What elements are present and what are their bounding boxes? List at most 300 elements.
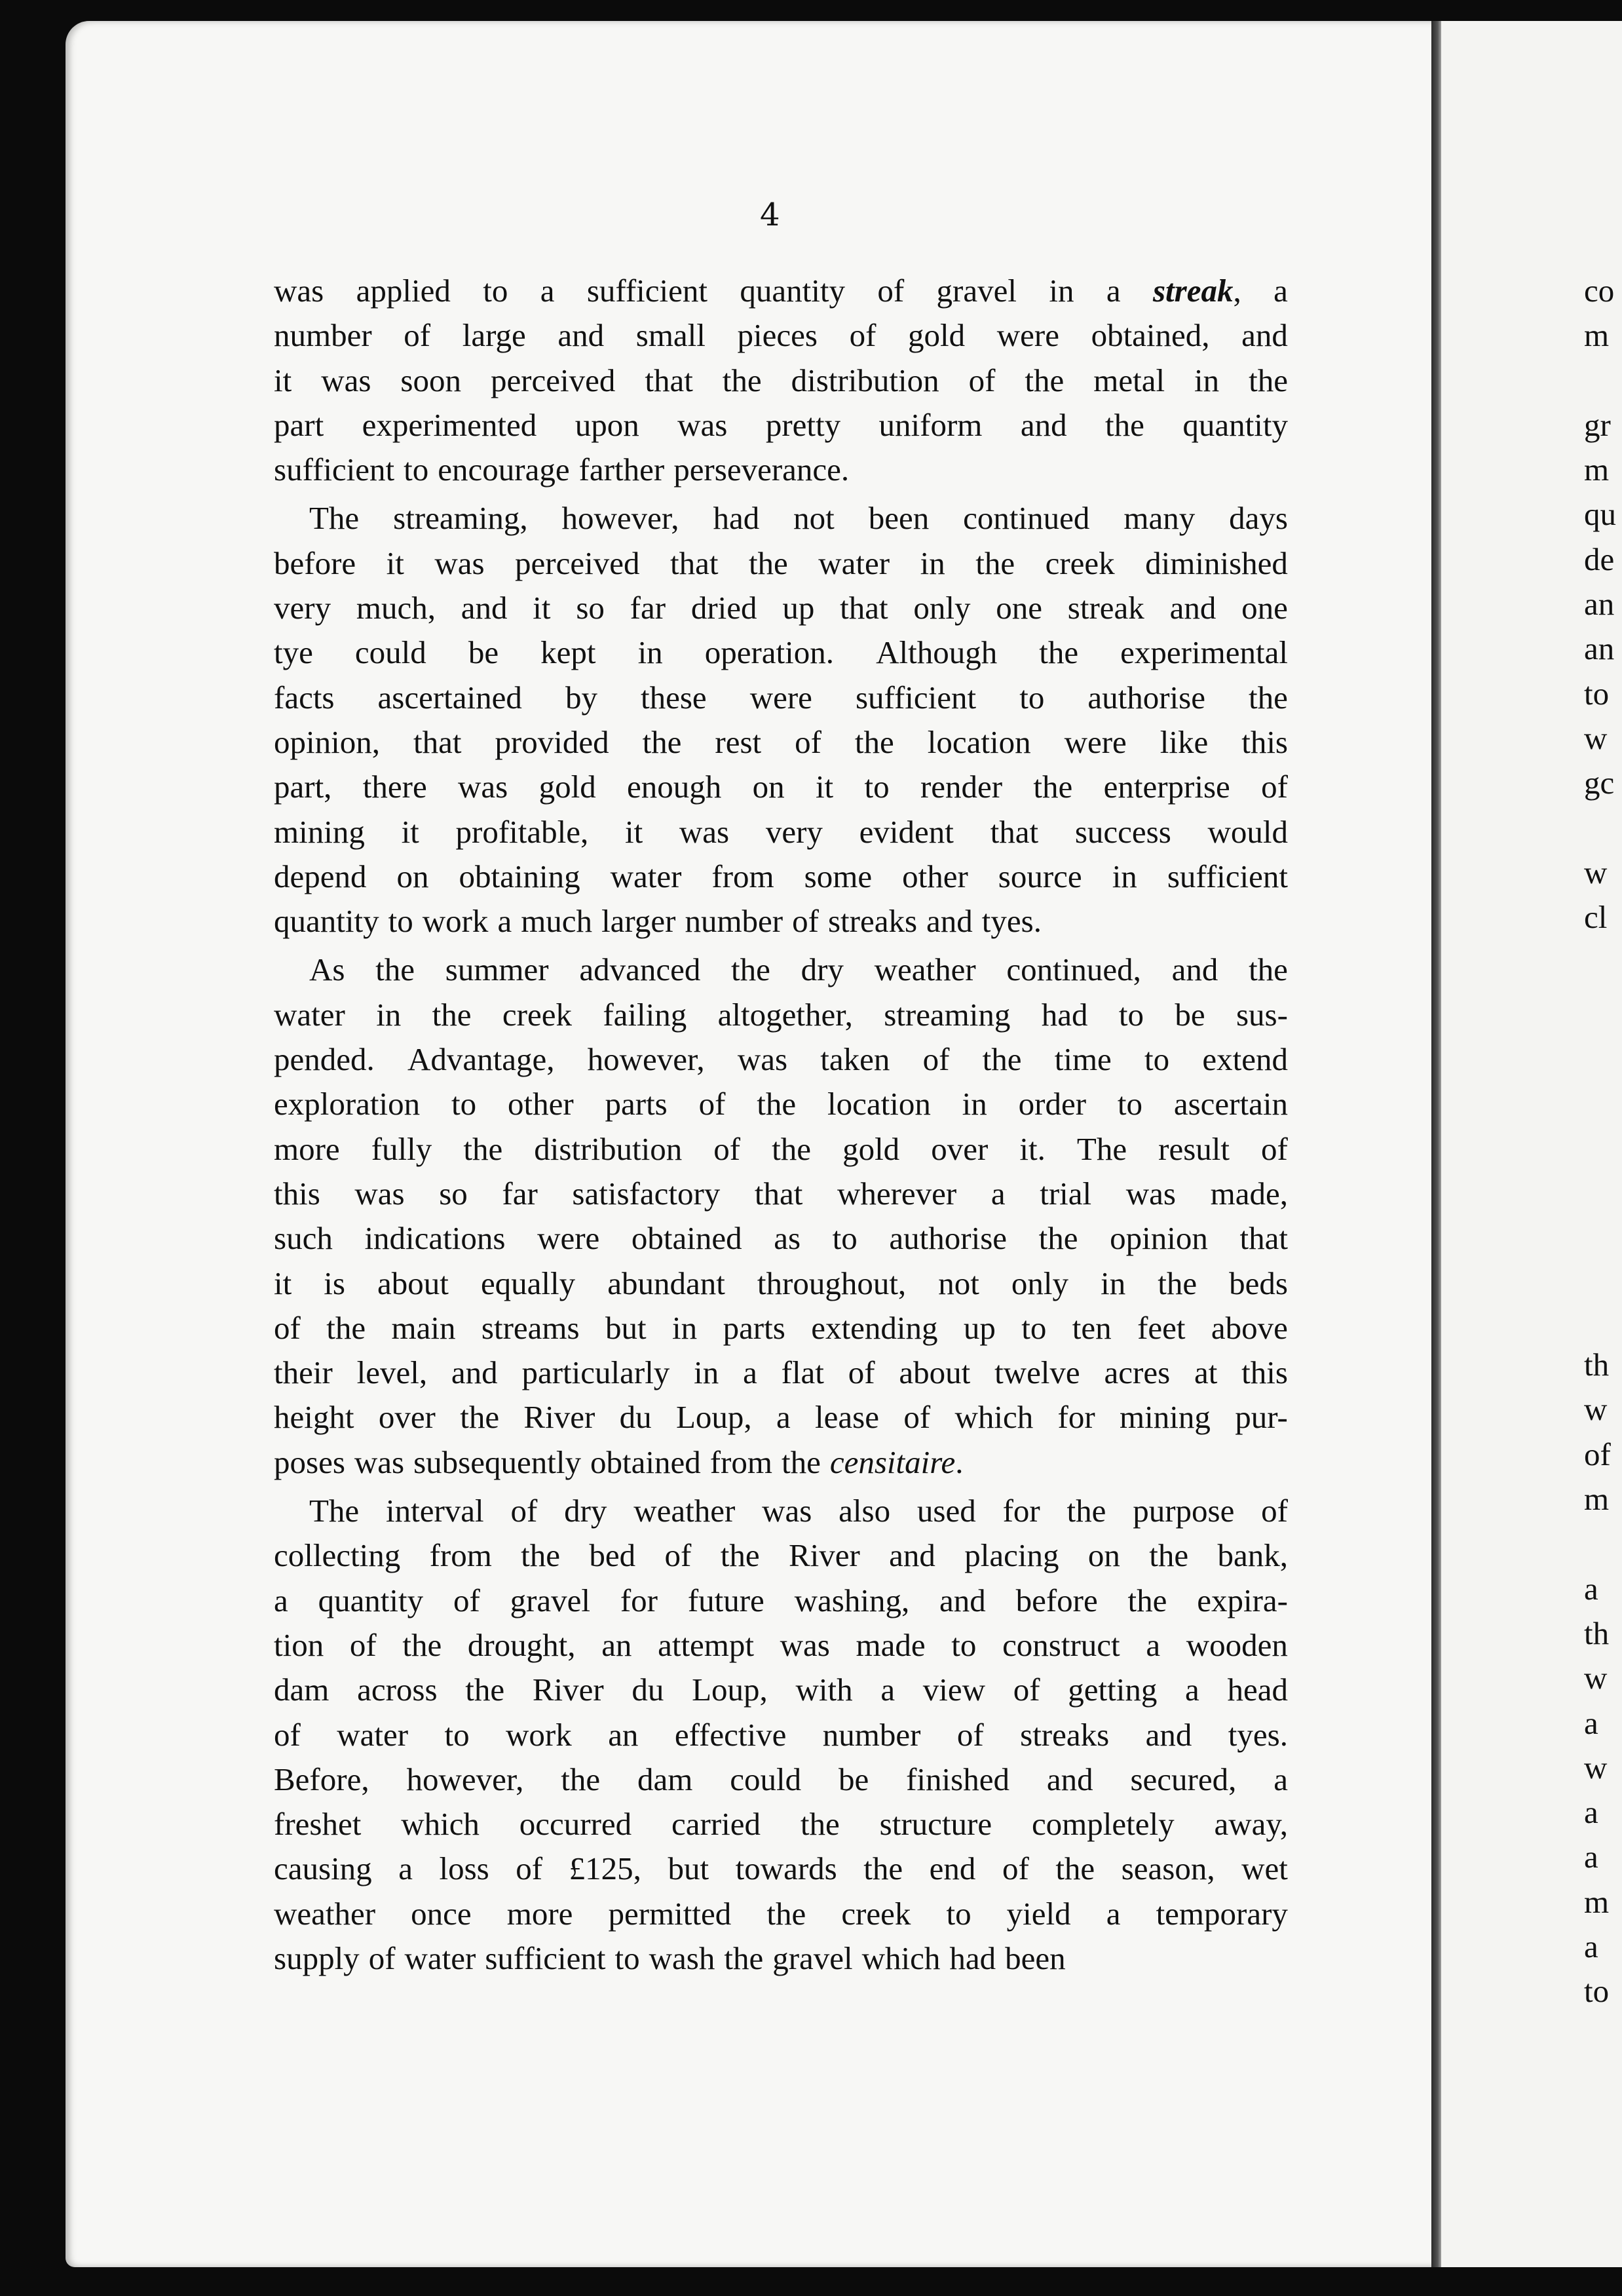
body-text bbox=[274, 269, 1288, 1981]
word: streak, bbox=[1152, 273, 1241, 309]
word: the bbox=[1149, 1537, 1189, 1574]
word: kept bbox=[540, 634, 596, 671]
word: the bbox=[642, 723, 682, 760]
word: water bbox=[274, 996, 345, 1033]
word: far bbox=[630, 590, 666, 626]
word: water bbox=[610, 858, 682, 894]
word: small bbox=[635, 317, 706, 354]
word: much, bbox=[356, 590, 436, 626]
word: The bbox=[309, 500, 360, 537]
word: had bbox=[1041, 996, 1088, 1033]
word: River bbox=[532, 1672, 604, 1708]
word: sufficient bbox=[1167, 858, 1288, 894]
word: quantity bbox=[318, 1582, 424, 1618]
right-page-fragment: w bbox=[1584, 854, 1608, 890]
word: tye bbox=[274, 634, 313, 671]
word: finished bbox=[906, 1761, 1009, 1797]
text-line bbox=[274, 358, 1288, 403]
word: poses bbox=[274, 1444, 345, 1480]
right-page-fragment: a bbox=[1584, 1928, 1598, 1964]
word: mining bbox=[274, 813, 365, 850]
word: it bbox=[386, 545, 404, 581]
text-line bbox=[274, 1578, 1288, 1623]
word: there bbox=[362, 769, 427, 805]
word: summer bbox=[445, 951, 549, 988]
word: once bbox=[411, 1895, 472, 1932]
word: the bbox=[854, 723, 894, 760]
word: very bbox=[274, 590, 331, 626]
word: carried bbox=[671, 1806, 761, 1843]
word: not bbox=[793, 500, 835, 537]
word: The bbox=[1076, 1130, 1127, 1167]
word: of bbox=[849, 317, 877, 354]
word: work bbox=[422, 903, 489, 940]
word: be bbox=[1175, 996, 1205, 1033]
word: also bbox=[839, 1493, 891, 1529]
right-page-fragment: qu bbox=[1584, 496, 1616, 533]
word: was bbox=[434, 545, 485, 581]
word: however, bbox=[587, 1041, 705, 1078]
right-page-fragment: co bbox=[1584, 273, 1615, 309]
word: to bbox=[1118, 996, 1144, 1033]
word: was bbox=[1125, 1175, 1176, 1212]
word: dried bbox=[690, 590, 757, 626]
word: quantity bbox=[1182, 406, 1288, 443]
word: it bbox=[624, 813, 643, 850]
right-page-fragment: an bbox=[1584, 586, 1615, 622]
word: evident bbox=[859, 813, 954, 850]
word: enterprise bbox=[1103, 769, 1230, 805]
word: to bbox=[951, 1626, 977, 1663]
word: distribution bbox=[791, 362, 939, 398]
word: advanced bbox=[579, 951, 701, 988]
word: interval bbox=[386, 1493, 484, 1529]
text-line bbox=[274, 1172, 1288, 1216]
paragraph bbox=[274, 496, 1288, 944]
word: for bbox=[1057, 1399, 1095, 1436]
page-number: 4 bbox=[760, 197, 780, 233]
word: the bbox=[1158, 1265, 1198, 1301]
word: to bbox=[451, 1086, 477, 1122]
word: was bbox=[762, 1493, 812, 1529]
right-page-fragment: w bbox=[1584, 1660, 1608, 1696]
word: days bbox=[1229, 500, 1288, 537]
word: a bbox=[880, 1672, 896, 1708]
word: work bbox=[506, 1716, 572, 1753]
text-line bbox=[274, 1713, 1288, 1757]
word: over bbox=[931, 1130, 989, 1167]
word: altogether, bbox=[717, 996, 853, 1033]
word: of bbox=[713, 1130, 741, 1167]
word: only bbox=[1011, 1265, 1069, 1301]
word: weather bbox=[633, 1493, 736, 1529]
word: acres bbox=[1104, 1354, 1171, 1391]
text-line bbox=[274, 720, 1288, 765]
word: experimental bbox=[1120, 634, 1288, 671]
word: that bbox=[670, 545, 719, 581]
word: number bbox=[274, 317, 372, 354]
word: continued bbox=[963, 500, 1090, 537]
word: creek bbox=[502, 996, 572, 1033]
word: been bbox=[868, 500, 930, 537]
word: the bbox=[722, 362, 762, 398]
word: ascertain bbox=[1173, 1086, 1288, 1122]
right-page-fragment: w bbox=[1584, 1749, 1608, 1786]
text-line bbox=[274, 586, 1288, 630]
word: made, bbox=[1210, 1175, 1288, 1212]
word: was bbox=[679, 813, 730, 850]
text-line bbox=[274, 1261, 1288, 1306]
word: obtained, bbox=[1091, 317, 1210, 354]
word: du bbox=[619, 1399, 652, 1436]
word: was bbox=[354, 1444, 405, 1480]
word: subsequently bbox=[413, 1444, 581, 1480]
word: to bbox=[864, 769, 890, 805]
word: like bbox=[1160, 723, 1209, 760]
right-page-fragment: gr bbox=[1584, 406, 1611, 443]
word: rest bbox=[715, 723, 762, 760]
word: applied bbox=[356, 273, 451, 309]
word: quantity bbox=[274, 903, 379, 940]
word: creek bbox=[841, 1895, 911, 1932]
word: dam bbox=[637, 1761, 693, 1797]
right-page-fragment bbox=[1584, 806, 1622, 851]
word: render bbox=[920, 769, 1003, 805]
word: the bbox=[1025, 362, 1065, 398]
word: farther bbox=[578, 451, 665, 488]
word: of bbox=[368, 1940, 396, 1976]
word: The bbox=[309, 1493, 360, 1529]
text-line bbox=[274, 1892, 1288, 1936]
word: continued, bbox=[1006, 951, 1141, 988]
word: however, bbox=[561, 500, 679, 537]
text-line bbox=[274, 1936, 1288, 1981]
word: River bbox=[523, 1399, 595, 1436]
word: pended. bbox=[274, 1041, 375, 1078]
word: flat bbox=[781, 1354, 824, 1391]
word: was bbox=[321, 362, 371, 398]
word: gravel bbox=[510, 1582, 591, 1618]
word: an bbox=[608, 1716, 639, 1753]
word: feet bbox=[1137, 1309, 1186, 1346]
emphasized-word: streak bbox=[1152, 273, 1234, 309]
word: authorise bbox=[889, 1220, 1008, 1257]
word: in bbox=[1101, 1265, 1126, 1301]
word: extend bbox=[1202, 1041, 1288, 1078]
word: and bbox=[1169, 590, 1216, 626]
right-page-fragment bbox=[1584, 985, 1622, 1029]
text-line bbox=[274, 1395, 1288, 1440]
right-page-fragment bbox=[1584, 1521, 1622, 1566]
word: of bbox=[349, 1626, 377, 1663]
word: water bbox=[404, 1940, 476, 1976]
word: which bbox=[861, 1940, 941, 1976]
word: before bbox=[274, 545, 356, 581]
word: pieces bbox=[737, 317, 818, 354]
word: parts bbox=[605, 1086, 668, 1122]
word: the bbox=[982, 1041, 1022, 1078]
word: completely bbox=[1031, 1806, 1175, 1843]
word: of bbox=[516, 1850, 543, 1887]
word: metal bbox=[1093, 362, 1165, 398]
right-page-fragment: a bbox=[1584, 1839, 1598, 1875]
word: as bbox=[774, 1220, 801, 1257]
word: streaming, bbox=[393, 500, 528, 537]
word: that bbox=[840, 590, 888, 626]
word: the bbox=[1033, 769, 1073, 805]
word: about bbox=[377, 1265, 449, 1301]
word: and bbox=[1171, 951, 1218, 988]
right-page-fragment bbox=[1584, 1298, 1622, 1343]
word: such bbox=[274, 1220, 333, 1257]
word: had bbox=[713, 500, 760, 537]
word: many bbox=[1123, 500, 1196, 537]
word: purpose bbox=[1133, 1493, 1235, 1529]
text-line bbox=[274, 1757, 1288, 1802]
word: to bbox=[1117, 1086, 1142, 1122]
text-line bbox=[274, 947, 1288, 992]
word: to bbox=[444, 1716, 470, 1753]
word: of bbox=[968, 362, 996, 398]
text-line bbox=[274, 1802, 1288, 1846]
word: it bbox=[533, 590, 551, 626]
word: from bbox=[429, 1537, 492, 1574]
word: on bbox=[396, 858, 429, 894]
word: uniform bbox=[878, 406, 983, 443]
word: other bbox=[902, 858, 968, 894]
word: the bbox=[766, 1895, 806, 1932]
word: extending bbox=[811, 1309, 938, 1346]
word: a bbox=[776, 1399, 791, 1436]
word: that bbox=[990, 813, 1039, 850]
word: which bbox=[401, 1806, 480, 1843]
word: expira- bbox=[1197, 1582, 1288, 1618]
word: of bbox=[1261, 1130, 1288, 1167]
emphasized-word: censitaire bbox=[829, 1444, 956, 1480]
text-line bbox=[274, 496, 1288, 541]
right-page-fragment: gc bbox=[1584, 765, 1615, 801]
paragraph bbox=[274, 269, 1288, 492]
text-line bbox=[274, 1306, 1288, 1350]
word: and bbox=[926, 903, 973, 940]
word: of bbox=[922, 1041, 950, 1078]
right-page-fragment bbox=[1584, 940, 1622, 984]
word: these bbox=[641, 679, 707, 716]
word: temporary bbox=[1156, 1895, 1288, 1932]
word: the bbox=[757, 1086, 797, 1122]
word: ascertained bbox=[377, 679, 522, 716]
word: gravel bbox=[772, 1940, 853, 1976]
word: distribution bbox=[534, 1130, 683, 1167]
word: depend bbox=[274, 858, 367, 894]
word: to bbox=[404, 451, 429, 488]
word: was bbox=[274, 273, 324, 309]
word: facts bbox=[274, 679, 335, 716]
word: towards bbox=[735, 1850, 837, 1887]
word: of bbox=[795, 723, 821, 760]
right-page-fragment: th bbox=[1584, 1347, 1610, 1383]
right-page-fragment bbox=[1584, 1119, 1622, 1164]
word: perseverance. bbox=[673, 451, 850, 488]
word: had bbox=[949, 1940, 996, 1976]
word: across bbox=[357, 1672, 438, 1708]
word: wash bbox=[649, 1940, 715, 1976]
text-line bbox=[274, 1440, 1288, 1485]
text-line bbox=[274, 765, 1288, 809]
paragraph bbox=[274, 1489, 1288, 1981]
word: placing bbox=[964, 1537, 1059, 1574]
word: causing bbox=[274, 1850, 372, 1887]
word: indications bbox=[364, 1220, 506, 1257]
word: and bbox=[1145, 1716, 1192, 1753]
word: streaks bbox=[827, 903, 918, 940]
right-page-fragment: cl bbox=[1584, 899, 1608, 936]
word: the bbox=[748, 545, 788, 581]
word: some bbox=[804, 858, 873, 894]
word: time bbox=[1054, 1041, 1112, 1078]
text-line bbox=[274, 1082, 1288, 1126]
word: trial bbox=[1040, 1175, 1092, 1212]
word: weather bbox=[874, 951, 976, 988]
text-line bbox=[274, 899, 1288, 944]
right-page-fragment: a bbox=[1584, 1704, 1598, 1741]
word: a bbox=[540, 273, 555, 309]
word: were bbox=[996, 317, 1059, 354]
word: the bbox=[1105, 406, 1144, 443]
word: head bbox=[1227, 1672, 1288, 1708]
right-page-fragment: m bbox=[1584, 317, 1610, 354]
right-page-fragment: m bbox=[1584, 1883, 1610, 1920]
word: one bbox=[1241, 590, 1288, 626]
word: that bbox=[1239, 1220, 1288, 1257]
word: main bbox=[391, 1309, 456, 1346]
word: occurred bbox=[519, 1806, 632, 1843]
word: obtaining bbox=[459, 858, 580, 894]
right-page-fragment: w bbox=[1584, 1391, 1608, 1428]
word: of bbox=[877, 273, 905, 309]
word: about bbox=[899, 1354, 971, 1391]
word: of bbox=[1261, 769, 1288, 805]
word: sus- bbox=[1235, 996, 1288, 1033]
word: bank, bbox=[1217, 1537, 1288, 1574]
word: of bbox=[510, 1493, 538, 1529]
word: be bbox=[468, 634, 499, 671]
word: the bbox=[1127, 1582, 1167, 1618]
word: a bbox=[1273, 1761, 1288, 1797]
word: opinion, bbox=[274, 723, 380, 760]
word: As bbox=[309, 951, 345, 988]
word: the bbox=[1039, 634, 1079, 671]
word: the bbox=[1055, 1850, 1095, 1887]
word: for bbox=[620, 1582, 658, 1618]
word: a bbox=[1185, 1672, 1199, 1708]
word: attempt bbox=[658, 1626, 755, 1663]
word: a bbox=[990, 1175, 1006, 1212]
word: in bbox=[672, 1309, 698, 1346]
word: other bbox=[507, 1086, 574, 1122]
word: number bbox=[822, 1716, 921, 1753]
word: the bbox=[1249, 362, 1288, 398]
text-line bbox=[274, 1350, 1288, 1395]
text-line bbox=[274, 1623, 1288, 1668]
word: would bbox=[1207, 813, 1288, 850]
word: for bbox=[1002, 1493, 1040, 1529]
text-line bbox=[274, 810, 1288, 854]
word: and bbox=[461, 590, 508, 626]
word: opinion bbox=[1110, 1220, 1208, 1257]
word: the bbox=[465, 1672, 505, 1708]
word: streak bbox=[1067, 590, 1144, 626]
word: freshet bbox=[274, 1806, 362, 1843]
word: to bbox=[1019, 679, 1045, 716]
word: the bbox=[432, 996, 472, 1033]
word: perceived bbox=[515, 545, 640, 581]
word: of bbox=[1013, 1672, 1040, 1708]
word: drought, bbox=[467, 1626, 576, 1663]
word: to bbox=[832, 1220, 858, 1257]
text-line bbox=[274, 269, 1288, 313]
word: sufficient bbox=[855, 679, 977, 716]
word: tyes. bbox=[1228, 1716, 1288, 1753]
word: much bbox=[521, 903, 593, 940]
word: throughout, bbox=[757, 1265, 907, 1301]
word: not bbox=[938, 1265, 979, 1301]
word: diminished bbox=[1145, 545, 1288, 581]
word: ten bbox=[1072, 1309, 1112, 1346]
word: to bbox=[946, 1895, 971, 1932]
word: with bbox=[795, 1672, 853, 1708]
word: number bbox=[685, 903, 783, 940]
word: obtained bbox=[590, 1444, 701, 1480]
word: order bbox=[1018, 1086, 1087, 1122]
word: wet bbox=[1241, 1850, 1288, 1887]
word: was bbox=[737, 1041, 788, 1078]
word: in bbox=[637, 634, 663, 671]
word: a bbox=[1146, 1626, 1161, 1663]
word: the bbox=[561, 1761, 601, 1797]
word: upon bbox=[575, 406, 639, 443]
word: the bbox=[402, 1626, 442, 1663]
word: their bbox=[274, 1354, 333, 1391]
word: end bbox=[929, 1850, 976, 1887]
word: on bbox=[752, 769, 785, 805]
right-page-fragment: to bbox=[1584, 675, 1610, 712]
word: it bbox=[274, 1265, 292, 1301]
word: to bbox=[388, 903, 413, 940]
word: of bbox=[792, 903, 819, 940]
word: Although bbox=[876, 634, 998, 671]
word: this bbox=[1241, 723, 1288, 760]
word: and bbox=[889, 1537, 935, 1574]
right-page-fragment bbox=[1584, 1029, 1622, 1074]
word: the bbox=[463, 1130, 503, 1167]
word: gold bbox=[908, 317, 966, 354]
word: dry bbox=[801, 951, 844, 988]
word: tion bbox=[274, 1626, 324, 1663]
word: gold bbox=[842, 1130, 900, 1167]
word: to bbox=[1021, 1309, 1047, 1346]
word: the bbox=[800, 1806, 840, 1843]
text-line bbox=[274, 1489, 1288, 1533]
word: obtained bbox=[631, 1220, 742, 1257]
word: the bbox=[1249, 679, 1288, 716]
right-page-fragment: a bbox=[1584, 1794, 1598, 1831]
text-line bbox=[274, 676, 1288, 720]
word: pur- bbox=[1235, 1399, 1288, 1436]
word: streaming bbox=[884, 996, 1011, 1033]
word: loss bbox=[439, 1850, 489, 1887]
word: so bbox=[439, 1175, 468, 1212]
